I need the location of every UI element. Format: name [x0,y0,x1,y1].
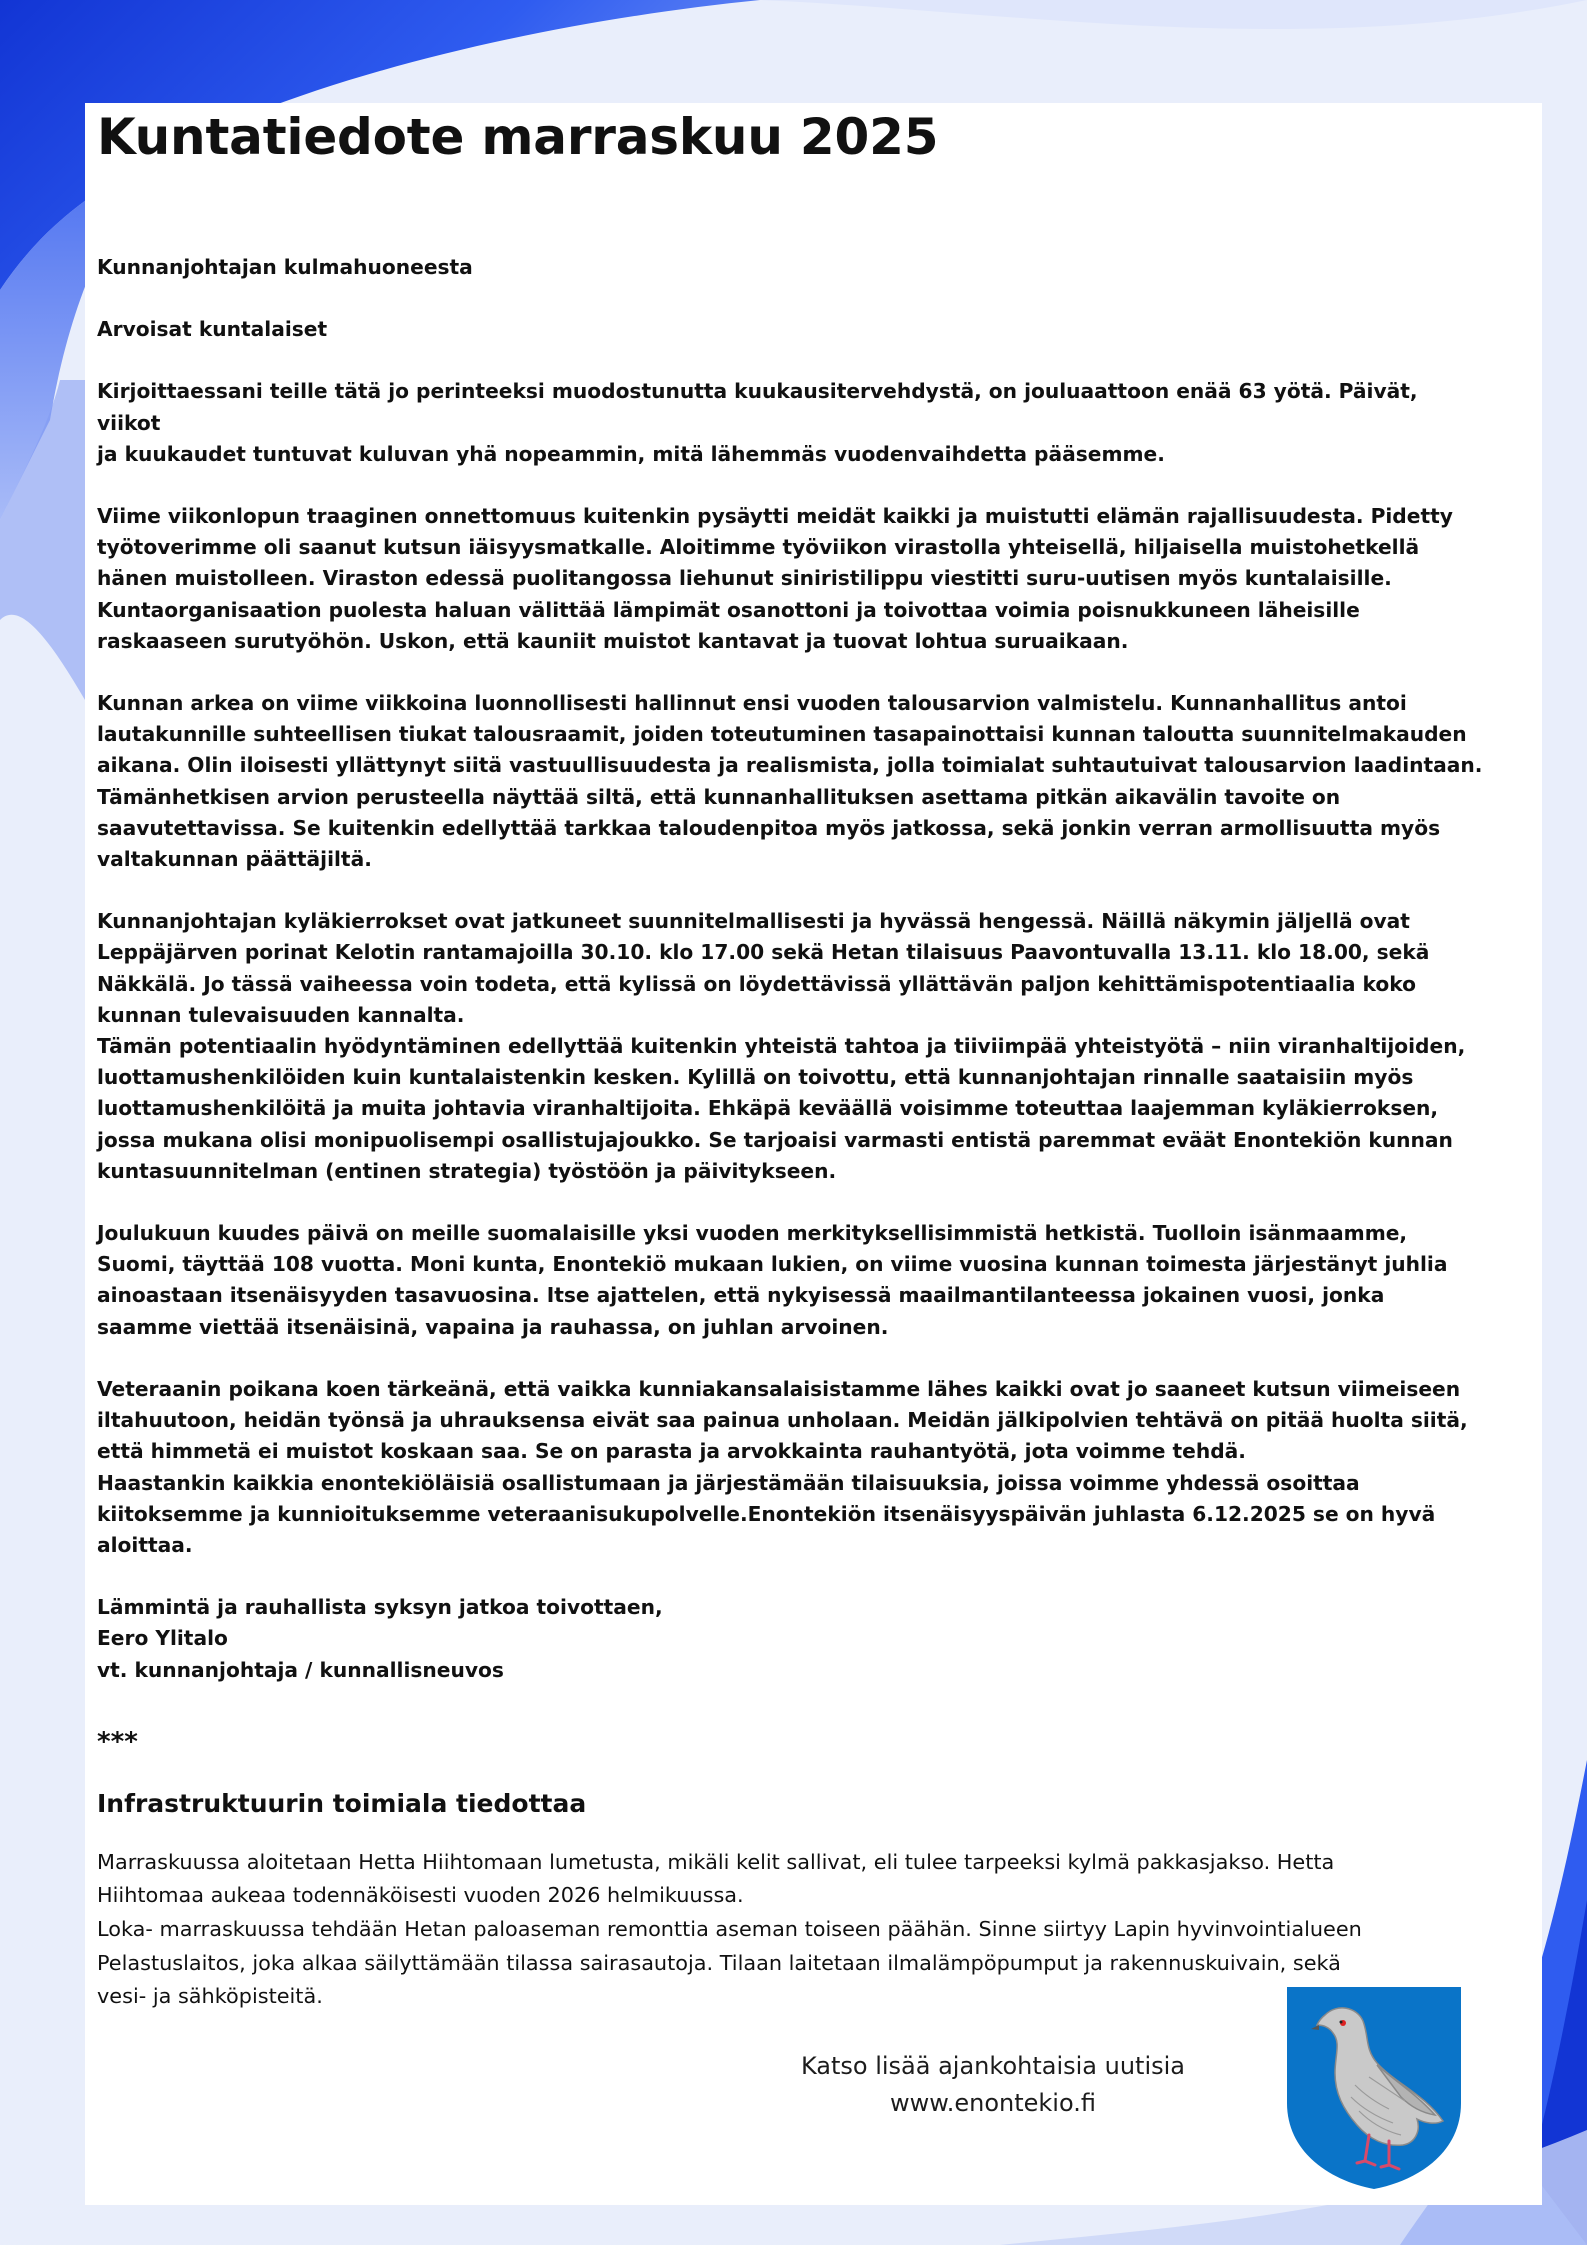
website-link[interactable]: www.enontekio.fi [890,2089,1096,2117]
ptarmigan-coat-of-arms-icon [1285,1985,1463,2191]
paragraph-6: Veteraanin poikana koen tärkeänä, että vaikka kunniakansalaisistamme lähes kaikki ovat jo saaneet kutsun viimeiseen iltahuutoon, heidän työnsä ja uhrauksensa eivät saa painua unholaan. Meidän jälkipolvien tehtävä on pitää huolta siitä, että himmetä ei muistot koskaan saa. Se on parasta ja arvokkainta rauhantyötä, jota voimme tehdä. Haastankin kaikkia enontekiöläisiä osallistumaan ja järjestämään tilaisuuksia, joissa voimme yhdessä osoittaa kiitoksemme ja kunnioituksemme veteraanisukupolvelle.Enontekiön itsenäisyyspäivän juhlasta 6.12.2025 se on hyvä aloittaa. [97,1376,1468,1557]
paragraph-4: Kunnanjohtajan kyläkierrokset ovat jatkuneet suunnitelmallisesti ja hyvässä hengessä. Näillä näkymin jäljellä ovat Leppäjärven porinat Kelotin rantamajoilla 30.10. klo 17.00 sekä Hetan tilaisuus Paavontuvalla 13.11. klo 18.00, sekä Näkkälä. Jo tässä vaiheessa voin todeta, että kylissä on löydettävissä yllättävän paljon kehittämispotentiaalia koko kunnan tulevaisuuden kannalta. Tämän potentiaalin hyödyntäminen edellyttää kuitenkin yhteistä tahtoa ja tiiviimpää yhteistyötä – niin viranhaltijoiden, luottamushenkilöiden kuin kuntalaistenkin kesken. Kylillä on toivottu, että kunnanjohtajan rinnalle saataisiin myös luottamushenkilöitä ja muita johtavia viranhaltijoita. Ehkäpä keväällä voisimme toteuttaa laajemman kyläkierroksen, jossa mukana olisi monipuolisempi osallistujajoukko. Se tarjoaisi varmasti entistä paremmat eväät Enontekiön kunnan kuntasuunnitelman (entinen strategia) työstöön ja päivitykseen. [97,909,1466,1183]
signature-name: Eero Ylitalo [97,1626,228,1651]
paragraph-3: Kunnan arkea on viime viikkoina luonnollisesti hallinnut ensi vuoden talousarvion valmistelu. Kunnanhallitus antoi lautakunnille suhteellisen tiukat talousraamit, joiden toteutuminen tasapainottaisi kunnan taloutta suunnitelmakauden aikana. Olin iloisesti yllättynyt siitä vastuullisuudesta ja realismista, jolla toimialat suhtautuivat talousarvion laadintaan. Tämänhetkisen arvion perusteella näyttää siltä, että kunnanhallituksen asettama pitkän aikavälin tavoite on saavutettavissa. Se kuitenkin edellyttää tarkkaa taloudenpitoa myös jatkossa, sekä jonkin verran armollisuutta myös valtakunnan päättäjiltä. [97,691,1483,872]
column-body [97,252,1487,1686]
footer-more-news [748,2048,1238,2122]
signature [97,1592,1487,1686]
newsletter-page [85,103,1542,2205]
signature-closing: Lämmintä ja rauhallista syksyn jatkoa toivottaen, [97,1595,663,1620]
greeting: Arvoisat kuntalaiset [97,317,328,342]
column-heading: Kunnanjohtajan kulmahuoneesta [97,255,473,279]
paragraph-2: Viime viikonlopun traaginen onnettomuus kuitenkin pysäytti meidät kaikki ja muistutti elämän rajallisuudesta. Pidetty työtoverimme oli saanut kutsun iäisyysmatkalle. Aloitimme työviikon virastolla yhteisellä, hiljaisella muistohetkellä hänen muistolleen. Viraston edessä puolitangossa liehunut siniristilippu viestitti suru-uutisen myös kuntalaisille. Kuntaorganisaation puolesta haluan välittää lämpimät osanottoni ja toivottaa voimia poisnukkuneen läheisille raskaaseen surutyöhön. Uskon, että kauniit muistot kantavat ja tuovat lohtua suruaikaan. [97,504,1453,653]
page-title: Kuntatiedote marraskuu 2025 [97,108,939,166]
infra-heading: Infrastruktuurin toimiala tiedottaa [97,1788,587,1818]
footer-line-1: Katso lisää ajankohtaisia uutisia [800,2052,1186,2080]
infra-text: Marraskuussa aloitetaan Hetta Hiihtomaan lumetusta, mikäli kelit sallivat, eli tulee tarpeeksi kylmä pakkasjakso. Hetta Hiihtomaa aukeaa todennäköisesti vuoden 2026 helmikuussa. Loka- marraskuussa tehdään Hetan paloaseman remonttia aseman toiseen päähän. Sinne siirtyy Lapin hyvinvointialueen Pelastuslaitos, joka alkaa säilyttämään tilassa sairasautoja. Tilaan laitetaan ilmalämpöpumput ja rakennuskuivain, sekä vesi- ja sähköpisteitä. [97,1849,1362,2009]
section-separator: *** [97,1726,138,1757]
signature-role: vt. kunnanjohtaja / kunnallisneuvos [97,1657,504,1682]
newsletter-content [97,103,1487,2014]
paragraph-1: Kirjoittaessani teille tätä jo perinteeksi muodostunutta kuukausitervehdystä, on jouluaattoon enää 63 yötä. Päivät, viikot ja kuukaudet tuntuvat kuluvan yhä nopeammin, mitä lähemmäs vuodenvaihdetta pääsemme. [97,379,1418,466]
paragraph-5: Joulukuun kuudes päivä on meille suomalaisille yksi vuoden merkityksellisimmistä hetkistä. Tuolloin isänmaamme, Suomi, täyttää 108 vuotta. Moni kunta, Enontekiö mukaan lukien, on viime vuosina kunnan toimesta järjestänyt juhlia ainoastaan itsenäisyyden tasavuosina. Itse ajattelen, että nykyisessä maailmantilanteessa jokainen vuosi, jonka saamme viettää itsenäisinä, vapaina ja rauhassa, on juhlan arvoinen. [97,1221,1448,1339]
